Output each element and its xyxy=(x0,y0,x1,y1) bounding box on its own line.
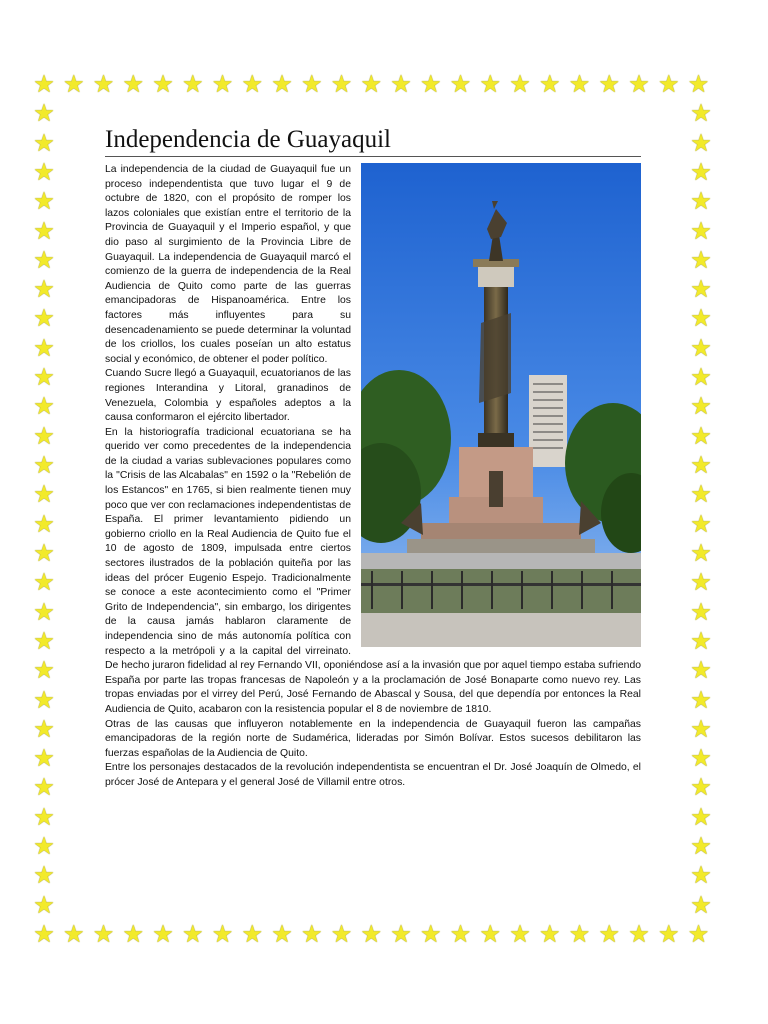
independence-monument-photo xyxy=(361,163,641,647)
star-icon: ★ xyxy=(152,71,174,98)
star-icon: ★ xyxy=(690,627,712,655)
star-icon: ★ xyxy=(479,71,501,98)
star-icon: ★ xyxy=(330,921,353,948)
star-icon: ★ xyxy=(33,715,55,743)
star-icon: ★ xyxy=(33,627,55,655)
star-icon: ★ xyxy=(690,334,712,362)
star-icon: ★ xyxy=(690,686,712,714)
star-icon: ★ xyxy=(33,569,55,597)
star-icon: ★ xyxy=(657,71,680,98)
star-icon: ★ xyxy=(33,598,55,626)
star-icon: ★ xyxy=(690,510,712,538)
star-icon: ★ xyxy=(690,100,712,128)
star-icon: ★ xyxy=(300,71,323,98)
star-icon: ★ xyxy=(690,803,712,831)
star-icon: ★ xyxy=(690,715,712,743)
star-icon: ★ xyxy=(62,71,85,98)
star-icon: ★ xyxy=(509,71,531,98)
star-icon: ★ xyxy=(690,891,712,919)
star-icon: ★ xyxy=(330,71,353,98)
star-icon: ★ xyxy=(33,188,55,216)
star-icon: ★ xyxy=(690,188,712,216)
paragraph-1: La independencia de la ciudad de Guayaquil fue un proceso independentista que tuvo lugar el 9 de octubre de 1820, con el propósito de romper los lazos coloniales que existían entre el territorio de la Provincia de Guayaquil y el Imperio español, y que dio paso al surgimiento de la Provincia Libre de Guayaquil. La independencia de Guayaquil marcó el comienzo de la guerra de independencia de la Real Audiencia de Quito como parte de las guerras emancipadoras de Hispanoamérica. Entre los factores más influyentes para su desencadenamiento se puede determinar la voluntad de los criollos, los cuales poseían un alto estatus social y económico, de obtener el poder político. xyxy=(105,164,351,365)
star-icon: ★ xyxy=(62,921,85,948)
paragraph-3: En la historiografía tradicional ecuatoriana se ha querido ver como precedentes de la independencia de la ciudad a varias sublevaciones populares como la "Crisis de las Alcabalas" en 1592 o la "Rebelión de los Estancos" en 1765, si bien realmente tienen muy poco que ver con reclamaciones independentistas de España. El primer levantamiento pidiendo un gobierno criollo en la Real Audiencia de Quito fue el 10 de agosto de 1809, impulsada entre ciertos sectores ilustrados de la población quiteña por las ideas del prócer Eugenio Espejo. Tradicionalmente se conoce a este acontecimiento como el "Primer Grito de Independencia", sin embargo, los dirigentes de la causa jamás hablaron claramente de independencia sino de más autonomía política con respecto a la metrópoli y a la capital del virreinato. De hecho juraron fidelidad al rey Fernando VII, oponiéndose así a la invasión que por aquel tiempo estaba sufriendo España por parte las tropas francesas de Napoleón y a la proclamación de José Bonaparte como nuevo rey. Las tropas enviadas por el virrey del Perú, José Fernando de Abascal y Sousa, del que dependía por entonces la Real Audiencia de Quito, acabaron con la resistencia popular el 8 de noviembre de 1810. xyxy=(105,426,641,715)
star-icon: ★ xyxy=(419,921,442,948)
star-icon: ★ xyxy=(33,774,55,802)
star-icon: ★ xyxy=(92,921,115,948)
star-icon: ★ xyxy=(181,921,204,948)
star-icon: ★ xyxy=(538,921,561,948)
star-icon: ★ xyxy=(33,921,55,948)
star-icon: ★ xyxy=(241,71,263,98)
star-icon: ★ xyxy=(690,745,712,773)
star-icon: ★ xyxy=(690,364,712,392)
star-icon: ★ xyxy=(33,158,55,186)
star-icon: ★ xyxy=(33,452,55,480)
star-icon: ★ xyxy=(690,481,712,509)
star-icon: ★ xyxy=(33,246,55,274)
star-icon: ★ xyxy=(449,921,472,948)
star-icon: ★ xyxy=(33,422,55,450)
document-body xyxy=(105,163,641,791)
star-icon: ★ xyxy=(390,71,412,98)
star-icon: ★ xyxy=(33,276,55,304)
star-icon: ★ xyxy=(657,921,680,948)
star-icon: ★ xyxy=(33,539,55,567)
star-icon: ★ xyxy=(598,921,620,948)
star-icon: ★ xyxy=(690,452,712,480)
star-icon: ★ xyxy=(33,657,55,685)
star-icon: ★ xyxy=(271,921,293,948)
star-icon: ★ xyxy=(271,71,293,98)
star-icon: ★ xyxy=(33,862,55,890)
star-icon: ★ xyxy=(33,833,55,861)
star-icon: ★ xyxy=(449,71,472,98)
star-icon: ★ xyxy=(690,422,712,450)
star-icon: ★ xyxy=(628,921,650,948)
star-icon: ★ xyxy=(360,921,382,948)
star-icon: ★ xyxy=(33,745,55,773)
star-icon: ★ xyxy=(33,481,55,509)
star-icon: ★ xyxy=(122,71,144,98)
star-icon: ★ xyxy=(419,71,442,98)
star-icon: ★ xyxy=(690,657,712,685)
star-icon: ★ xyxy=(479,921,501,948)
paragraph-4: Otras de las causas que influyeron notablemente en la independencia de Guayaquil fueron las campañas emancipadoras de la región norte de Sudamérica, lideradas por Simón Bolívar. Estos sucesos debilitaron las fuerzas españolas de la Audiencia de Quito. xyxy=(105,718,641,759)
star-icon: ★ xyxy=(33,803,55,831)
star-icon: ★ xyxy=(33,364,55,392)
star-icon: ★ xyxy=(690,598,712,626)
star-icon: ★ xyxy=(598,71,620,98)
document-title: Independencia de Guayaquil xyxy=(105,124,641,157)
star-icon: ★ xyxy=(690,833,712,861)
star-icon: ★ xyxy=(33,686,55,714)
star-icon: ★ xyxy=(181,71,204,98)
star-icon: ★ xyxy=(690,539,712,567)
star-icon: ★ xyxy=(241,921,263,948)
star-icon: ★ xyxy=(33,129,55,157)
star-icon: ★ xyxy=(360,71,382,98)
star-icon: ★ xyxy=(33,393,55,421)
star-icon: ★ xyxy=(568,921,591,948)
star-icon: ★ xyxy=(690,217,712,245)
star-icon: ★ xyxy=(33,71,55,98)
star-icon: ★ xyxy=(690,393,712,421)
star-icon: ★ xyxy=(568,71,591,98)
star-icon: ★ xyxy=(690,276,712,304)
star-icon: ★ xyxy=(152,921,174,948)
star-icon: ★ xyxy=(628,71,650,98)
paragraph-2: Cuando Sucre llegó a Guayaquil, ecuatorianos de las regiones Interandina y Litoral, granadinos de Venezuela, Colombia y españoles adeptos a la causa conformaron el ejército libertador. xyxy=(105,368,351,424)
star-icon: ★ xyxy=(92,71,115,98)
star-icon: ★ xyxy=(211,71,234,98)
star-icon: ★ xyxy=(122,921,144,948)
star-icon: ★ xyxy=(690,862,712,890)
star-icon: ★ xyxy=(33,217,55,245)
star-icon: ★ xyxy=(211,921,234,948)
star-icon: ★ xyxy=(687,921,710,948)
star-icon: ★ xyxy=(690,305,712,333)
star-icon: ★ xyxy=(538,71,561,98)
star-icon: ★ xyxy=(33,305,55,333)
star-icon: ★ xyxy=(390,921,412,948)
star-icon: ★ xyxy=(690,158,712,186)
star-icon: ★ xyxy=(690,569,712,597)
star-icon: ★ xyxy=(690,774,712,802)
paragraph-5: Entre los personajes destacados de la revolución independentista se encuentran el Dr. José Joaquín de Olmedo, el prócer José de Antepara y el general José de Villamil entre otros. xyxy=(105,762,641,788)
star-icon: ★ xyxy=(690,129,712,157)
star-icon: ★ xyxy=(509,921,531,948)
star-icon: ★ xyxy=(33,334,55,362)
star-icon: ★ xyxy=(33,100,55,128)
star-icon: ★ xyxy=(687,71,710,98)
star-icon: ★ xyxy=(300,921,323,948)
star-icon: ★ xyxy=(33,510,55,538)
star-icon: ★ xyxy=(690,246,712,274)
star-icon: ★ xyxy=(33,891,55,919)
